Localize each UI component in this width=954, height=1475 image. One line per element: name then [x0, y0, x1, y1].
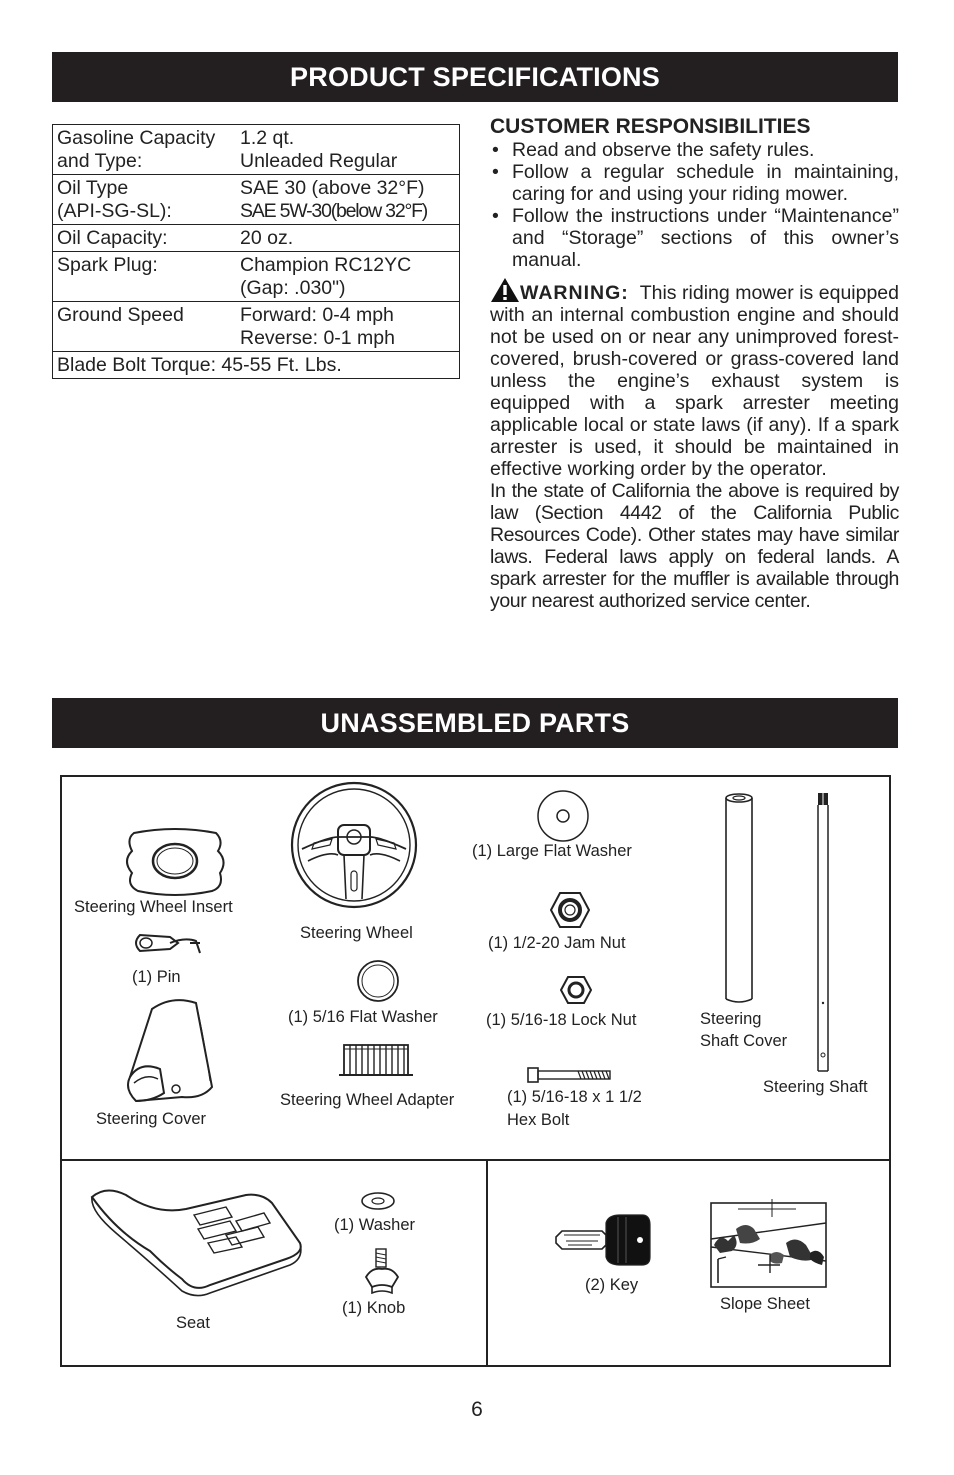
california-paragraph: In the state of California the above is required by law (Section 4442 of the California Public Resources Code). Other states may have similar laws. Federal laws apply on federal lands. A spark arrester for the muffler is available through your nearest authorized service center.: [490, 480, 899, 612]
steering-shaft-icon: [814, 791, 832, 1073]
spec-key: Ground Speed: [57, 304, 184, 326]
spec-value: Champion RC12YC: [240, 254, 412, 276]
panel-divider: [62, 1159, 889, 1161]
table-row: [53, 125, 460, 175]
key-icon: [552, 1213, 652, 1267]
bullet: •: [492, 205, 499, 227]
knob-label: (1) Knob: [342, 1299, 406, 1317]
steering-wheel-label: Steering Wheel: [300, 924, 413, 942]
seat-label: Seat: [176, 1314, 210, 1332]
spec-value: (Gap: .030"): [240, 277, 346, 299]
spec-key: (API-SG-SL):: [57, 200, 172, 222]
lock-nut-label: (1) 5/16-18 Lock Nut: [486, 1011, 637, 1029]
spec-value: SAE 5W-30(below 32°F): [240, 200, 428, 222]
bullet: •: [492, 139, 499, 161]
key-label: (2) Key: [585, 1276, 639, 1294]
warning-text: This riding mower is equipped with an internal combustion engine and should not be used on or near any unimproved forest-covered, brush-covered or grass-covered land unless the engine’s exhaust system is equipped with a spark arrester meeting applicable local or state laws (if any). If a spark arrester is used, it should be maintained in effective working order by the operator.: [490, 282, 899, 480]
jam-nut-label: (1) 1/2-20 Jam Nut: [488, 934, 626, 952]
lock-nut-icon: [560, 975, 592, 1005]
steering-wheel-insert-label: Steering Wheel Insert: [74, 898, 233, 916]
warning-paragraph: [490, 277, 899, 480]
table-row: [53, 175, 460, 225]
spec-value: Unleaded Regular: [240, 150, 398, 172]
hex-bolt-label-line2: Hex Bolt: [507, 1111, 570, 1129]
pin-label: (1) Pin: [132, 968, 181, 986]
washer-icon: [360, 1191, 396, 1211]
parts-panel: [60, 775, 891, 1367]
spec-key: Gasoline Capacity: [57, 127, 216, 149]
flat-washer-icon: [356, 959, 400, 1003]
flat-washer-label: (1) 5/16 Flat Washer: [288, 1008, 438, 1026]
steering-cover-icon: [122, 997, 222, 1107]
steering-wheel-icon: [288, 779, 420, 911]
large-flat-washer-label: (1) Large Flat Washer: [472, 842, 632, 860]
steering-shaft-label: Steering Shaft: [763, 1078, 868, 1096]
spec-key: Oil Type: [57, 177, 129, 199]
table-row: [53, 352, 460, 379]
spec-key: and Type:: [57, 150, 143, 172]
list-item-text: Read and observe the safety rules.: [512, 139, 815, 161]
pin-icon: [130, 927, 204, 959]
list-item-text: Follow a regular schedule in maintaining, caring for and using your riding mower.: [512, 161, 899, 205]
table-row: [53, 302, 460, 352]
table-row: [53, 225, 460, 252]
list-item-text: Follow the instructions under “Maintenance” and “Storage” sections of this owner’s manual.: [512, 205, 899, 271]
spec-value: 1.2 qt.: [240, 127, 295, 149]
hex-bolt-label-line1: (1) 5/16-18 x 1 1/2: [507, 1088, 642, 1106]
spec-value: 20 oz.: [240, 227, 294, 249]
list-item: [490, 139, 899, 161]
jam-nut-icon: [550, 891, 590, 929]
spec-value: Reverse: 0-1 mph: [240, 327, 395, 349]
spec-value: Blade Bolt Torque: 45-55 Ft. Lbs.: [57, 354, 342, 376]
hex-bolt-icon: [526, 1065, 614, 1085]
page-number: 6: [471, 1398, 483, 1421]
knob-icon: [362, 1247, 402, 1297]
section-heading: CUSTOMER RESPONSIBILITIES: [490, 115, 811, 138]
warning-triangle-icon: [490, 277, 520, 303]
steering-shaft-cover-label-line2: Shaft Cover: [700, 1032, 788, 1050]
bullet: •: [492, 161, 499, 183]
panel-divider: [486, 1159, 488, 1367]
unassembled-parts-banner: UNASSEMBLED PARTS: [52, 698, 898, 748]
large-flat-washer-icon: [536, 789, 590, 843]
spec-key: Spark Plug:: [57, 254, 158, 276]
slope-sheet-label: Slope Sheet: [720, 1295, 810, 1313]
steering-wheel-adapter-icon: [338, 1039, 414, 1083]
spec-key: Oil Capacity:: [57, 227, 168, 249]
customer-responsibilities: [490, 116, 899, 612]
list-item: [490, 161, 899, 205]
steering-shaft-cover-icon: [724, 793, 754, 1005]
warning-label: WARNING:: [520, 282, 629, 304]
table-row: [53, 252, 460, 302]
specifications-banner: PRODUCT SPECIFICATIONS: [52, 52, 898, 102]
spec-value: Forward: 0-4 mph: [240, 304, 394, 326]
specifications-table: [52, 124, 460, 379]
list-item: [490, 205, 899, 271]
washer-label: (1) Washer: [334, 1216, 415, 1234]
steering-wheel-adapter-label: Steering Wheel Adapter: [280, 1091, 455, 1109]
steering-shaft-cover-label-line1: Steering: [700, 1010, 762, 1028]
spec-value: SAE 30 (above 32°F): [240, 177, 425, 199]
seat-icon: [86, 1181, 308, 1301]
steering-wheel-insert-icon: [120, 827, 230, 897]
slope-sheet-icon: [710, 1199, 828, 1289]
steering-cover-label: Steering Cover: [96, 1110, 207, 1128]
responsibility-list: [490, 139, 899, 271]
